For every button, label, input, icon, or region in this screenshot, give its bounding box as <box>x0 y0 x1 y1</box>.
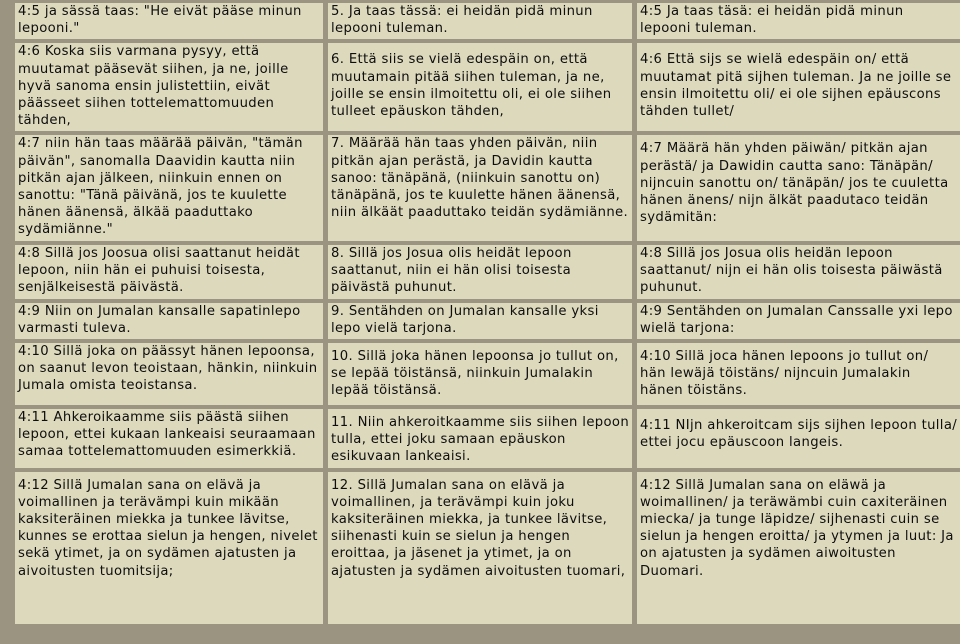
verse-text: 4:7 Määrä hän yhden päiwän/ pitkän ajan perästä/ ja Dawidin cautta sano: Tänäpän/ nijncuin sanottu on/ tänäpän/ jos te cuuletta hänen änens/ nijn älkät paadutaco teidän sydämitän: <box>640 141 949 226</box>
cell-1776-translation <box>328 43 632 131</box>
verse-text: 4:9 Niin on Jumalan kansalle sapatinlepo varmasti tuleva. <box>18 303 301 336</box>
verse-text: 10. Sillä joka hänen lepoonsa jo tullut on, se lepää töistänsä, niinkuin Jumalakin lepää töistänsä. <box>331 349 619 399</box>
cell-1642-translation <box>637 303 960 339</box>
table-row <box>15 472 960 624</box>
verse-text: 4:6 Koska siis varmana pysyy, että muutamat pääsevät siihen, ja ne, joille hyvä sanoma ensin julistettiin, eivät päässeet siihen tottelemattomuuden tähden, <box>18 44 289 129</box>
cell-1776-translation <box>328 343 632 405</box>
verse-text: 4:8 Sillä jos Joosua olisi saattanut heidät lepoon, niin hän ei puhuisi toisesta, senjälkeisestä päivästä. <box>18 245 300 296</box>
table-row <box>15 343 960 405</box>
verse-text: 4:7 niin hän taas määrää päivän, "tämän päivän", sanomalla Daavidin kautta niin pitkän ajan jälkeen, niinkuin ennen on sanottu: "Tänä päivänä, jos te kuulette hänen äänensä, älkää paaduttako sydämiänne." <box>18 136 303 238</box>
cell-1776-translation <box>328 245 632 299</box>
table-row <box>15 409 960 468</box>
cell-1992-translation <box>15 343 323 405</box>
cell-1776-translation <box>328 303 632 339</box>
verse-text: 4:9 Sentähden on Jumalan Canssalle yxi lepo wielä tarjona: <box>640 303 953 336</box>
cell-1642-translation <box>637 409 960 468</box>
verse-text: 4:8 Sillä jos Josua olis heidän lepoon saattanut/ nijn ei hän olis toisesta päiwästä puhunut. <box>640 245 943 296</box>
cell-1776-translation <box>328 409 632 468</box>
verse-text: 12. Sillä Jumalan sana on elävä ja voimallinen, ja terävämpi kuin joku kaksiteräinen miekka, ja tunkee lävitse, siihenasti kuin se sielun ja hengen eroittaa, ja jäsenet ja ytimet, ja on ajatusten ja sydämen aivoitusten tuomari, <box>331 477 626 579</box>
cell-1992-translation <box>15 472 323 624</box>
cell-1776-translation <box>328 3 632 39</box>
cell-1642-translation <box>637 343 960 405</box>
verse-text: 4:5 Ja taas täsä: ei heidän pidä minun lepooni tuleman. <box>640 4 904 37</box>
verse-text: 11. Niin ahkeroitkaamme siis siihen lepoon tulla, ettei joku samaan epäuskon esikuvaan lankeaisi. <box>331 415 630 465</box>
verse-text: 5. Ja taas tässä: ei heidän pidä minun lepooni tuleman. <box>331 4 593 37</box>
cell-1642-translation <box>637 43 960 131</box>
table-row <box>15 245 960 299</box>
cell-1992-translation <box>15 3 323 39</box>
verse-text: 9. Sentähden on Jumalan kansalle yksi lepo vielä tarjona. <box>331 303 599 336</box>
table-row <box>15 3 960 39</box>
cell-1992-translation <box>15 245 323 299</box>
cell-1642-translation <box>637 245 960 299</box>
cell-1992-translation <box>15 43 323 131</box>
verse-text: 4:11 NIjn ahkeroitcam sijs sijhen lepoon tulla/ ettei jocu epäuscoon langeis. <box>640 418 958 451</box>
verse-text: 4:12 Sillä Jumalan sana on eläwä ja woimallinen/ ja teräwämbi cuin caxiteräinen miecka/ ja tunge läpidze/ sijhenasti cuin se sielun ja hengen eroitta/ ja ytymen ja luut: Ja on ajatusten ja sydämen aiwoitusten Duomari. <box>640 477 954 579</box>
bible-translation-comparison-table <box>10 0 960 628</box>
cell-1992-translation <box>15 303 323 339</box>
verse-text: 6. Että siis se vielä edespäin on, että muutamain pitää siihen tuleman, ja ne, joille se ensin ilmoitettu oli, ei ole siihen tulleet epäuskon tähden, <box>331 52 612 120</box>
verse-text: 4:12 Sillä Jumalan sana on elävä ja voimallinen ja terävämpi kuin mikään kaksiteräinen miekka ja tunkee lävitse, kunnes se erottaa sielun ja hengen, nivelet sekä ytimet, ja on sydämen ajatusten ja aivoitusten tuomitsija; <box>18 477 318 579</box>
cell-1642-translation <box>637 135 960 240</box>
table-row <box>15 135 960 240</box>
verse-text: 4:6 Että sijs se wielä edespäin on/ että muutamat pitä sijhen tuleman. Ja ne joille se ensin ilmoitettu oli/ ei ole sijhen epäuscons tähden tullet/ <box>640 52 952 120</box>
verse-text: 4:10 Sillä joca hänen lepoons jo tullut on/ hän lewäjä töistäns/ nijncuin Jumalakin hänen töistäns. <box>640 349 929 399</box>
verse-text: 7. Määrää hän taas yhden päivän, niin pitkän ajan perästä, ja Davidin kautta sanoo: tänäpänä, (niinkuin sanottu on) tänäpänä, jos te kuulette hänen äänensä, niin älkäät paaduttako teidän sydämiänne. <box>331 136 629 221</box>
verse-text: 4:11 Ahkeroikaamme siis päästä siihen lepoon, ettei kukaan lankeaisi seuraamaan samaa tottelemattomuuden esimerkkiä. <box>18 410 316 460</box>
verse-text: 4:10 Sillä joka on päässyt hänen lepoonsa, on saanut levon teoistaan, hänkin, niinkuin Jumala omista teoistansa. <box>18 344 318 394</box>
table-row <box>15 303 960 339</box>
cell-1642-translation <box>637 472 960 624</box>
verse-text: 4:5 ja sässä taas: "He eivät pääse minun lepooni." <box>18 4 302 37</box>
cell-1642-translation <box>637 3 960 39</box>
cell-1776-translation <box>328 135 632 240</box>
cell-1992-translation <box>15 409 323 468</box>
cell-1992-translation <box>15 135 323 240</box>
table-row <box>15 43 960 131</box>
verse-text: 8. Sillä jos Josua olis heidät lepoon saattanut, niin ei hän olisi toisesta päivästä puhunut. <box>331 245 572 296</box>
cell-1776-translation <box>328 472 632 624</box>
